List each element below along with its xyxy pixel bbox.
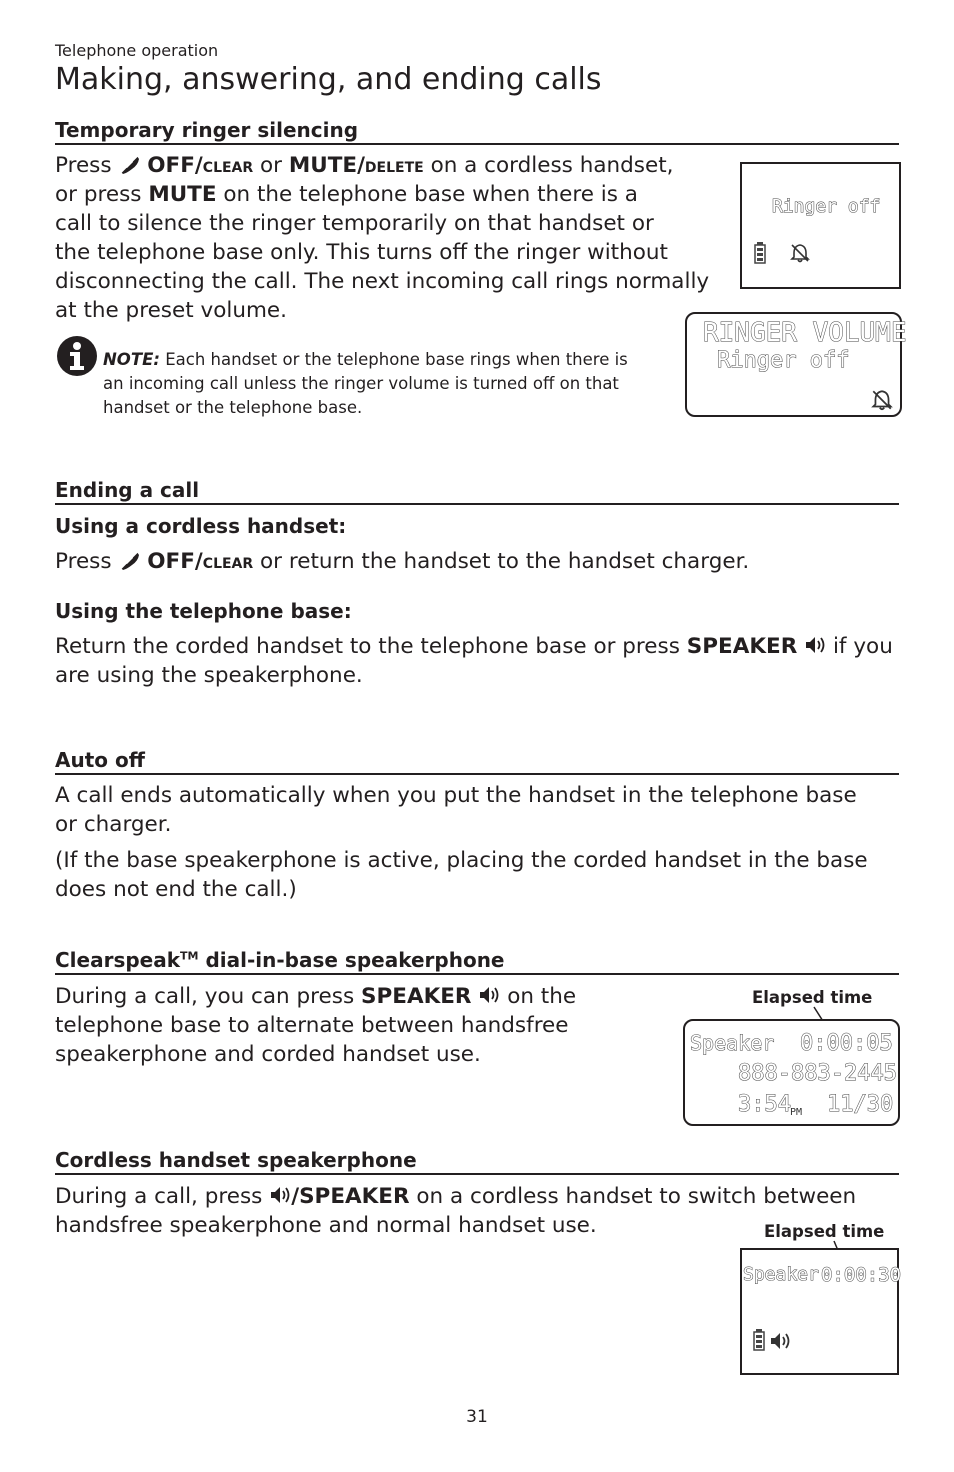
speaker-icon [269,1184,291,1206]
screen-text-elapsed-timer-handset: 0:00:30 [821,1264,902,1286]
screen-text-ringer-off: Ringer off [772,196,881,217]
battery-icon [754,242,766,264]
ending-handset-paragraph: Press OFF/clear or return the handset to the handset charger. [55,549,750,574]
section-heading-cordless-speakerphone: Cordless handset speakerphone [55,1148,899,1175]
section-heading-ringer-silencing: Temporary ringer silencing [55,118,899,145]
screen-text-date: 11/30 [827,1092,894,1117]
breadcrumb: Telephone operation [55,41,219,60]
ringer-paragraph: Press OFF/clear or MUTE/delete on a cordless handset, or press MUTE on the telephone base when there is a call to silence the ringer temporarily on that handset or the telephone base only. This turns off the ringer without disconnecting the call. The next incoming call rings normally at the preset volume. [55,153,710,323]
page-number: 31 [466,1407,488,1427]
speakerphone-icon [767,1330,793,1352]
handset-screen-ringer-off [740,162,901,289]
phone-off-icon [118,153,140,175]
screen-text-elapsed-timer: 0:00:05 [800,1031,893,1056]
auto-off-paragraph-1: A call ends automatically when you put the handset in the telephone base or charger. [55,783,857,837]
screen-text-caller-number: 888-883-2445 [738,1061,897,1086]
screen-text-speaker-label: Speaker [690,1031,775,1055]
phone-off-icon [118,549,140,571]
ringer-off-icon [789,242,811,264]
screen-text-time: 3:54 [738,1092,791,1117]
ringer-off-icon-base [870,388,894,412]
subheading-cordless-handset: Using a cordless handset: [55,514,347,538]
clearspeak-paragraph: During a call, you can press SPEAKER on the telephone base to alternate between handsfree speakerphone and corded handset use. [55,984,577,1067]
speaker-icon [478,984,500,1006]
auto-off-paragraph-2: (If the base speakerphone is active, placing the corded handset in the base does not end the call.) [55,848,868,902]
cordless-speakerphone-paragraph: During a call, press /SPEAKER on a cordless handset to switch between handsfree speakerphone and normal handset use. [55,1184,857,1238]
base-screen-ringer-volume [685,312,907,417]
section-heading-auto-off: Auto off [55,748,899,775]
info-icon [56,335,98,377]
base-screen-speaker [683,1019,900,1126]
page-title: Making, answering, and ending calls [55,62,602,97]
note-text: NOTE: Each handset or the telephone base rings when there is an incoming call unless the ringer volume is turned off on that handset or the telephone base. [103,350,628,417]
elapsed-time-callout-handset: Elapsed time [764,1222,885,1241]
battery-icon [753,1329,765,1351]
screen-text-ringer-volume: RINGER VOLUME [703,318,907,348]
screen-text-ampm: PM [790,1107,803,1118]
speaker-icon [804,634,826,656]
ending-base-paragraph: Return the corded handset to the telephone base or press SPEAKER if you are using the speakerphone. [55,634,893,688]
section-heading-ending-call: Ending a call [55,478,899,505]
screen-text-ringer-off-base: Ringer off [717,348,850,373]
elapsed-time-callout-base: Elapsed time [752,988,873,1007]
screen-text-speaker-label-handset: Speaker [743,1264,819,1285]
subheading-telephone-base: Using the telephone base: [55,599,352,623]
section-heading-clearspeak: Clearspeak™ dial-in-base speakerphone [55,948,899,975]
handset-screen-speaker [740,1248,902,1375]
